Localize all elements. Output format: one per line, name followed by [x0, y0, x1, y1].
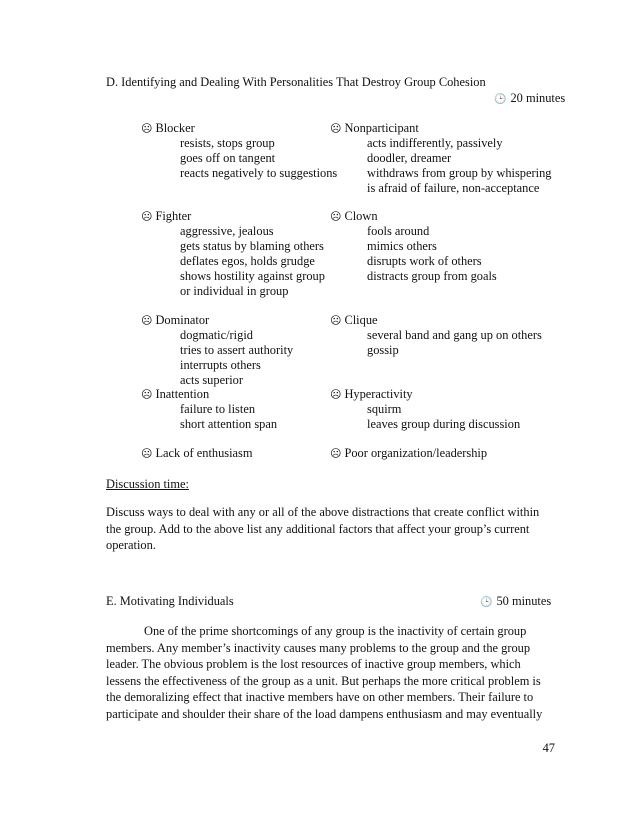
trait-item: resists, stops group	[180, 136, 275, 150]
personality-title: Hyperactivity	[344, 387, 413, 401]
personality-dominator	[141, 313, 209, 328]
trait-item: squirm	[367, 402, 402, 416]
trait-item: leaves group during discussion	[367, 417, 521, 431]
personality-title: Poor organization/leadership	[344, 446, 488, 460]
clock-icon: 🕒	[494, 94, 507, 105]
section-e-paragraph: One of the prime shortcomings of any group is the inactivity of certain group members. Any member’s inactivity causes many problems to the group and the group leader. The obvious problem is the lost resources of inactive group members, which lessens the effectiveness of the group as a unit. But perhaps the more critical problem is the demoralizing effect that inactive members have on other members. Their failure to participate and shoulder their share of the load dampens enthusiasm and may eventually	[106, 624, 543, 721]
trait-item: fools around	[367, 224, 430, 238]
frown-icon: ☹	[141, 314, 153, 327]
frown-icon: ☹	[141, 388, 153, 401]
trait-item: goes off on tangent	[180, 151, 276, 165]
frown-icon: ☹	[330, 314, 342, 327]
personality-blocker	[141, 121, 195, 136]
trait-item: aggressive, jealous	[180, 224, 274, 238]
trait-item: dogmatic/rigid	[180, 328, 253, 342]
personality-title: Inattention	[155, 387, 210, 401]
trait-item: disrupts work of others	[367, 254, 482, 268]
trait-item: shows hostility against group	[180, 269, 325, 283]
frown-icon: ☹	[330, 122, 342, 135]
personality-title: Nonparticipant	[344, 121, 419, 135]
discussion-heading: Discussion time:	[106, 477, 189, 491]
trait-item: mimics others	[367, 239, 437, 253]
trait-item: several band and gang up on others	[367, 328, 542, 342]
personality-poor-organization	[330, 446, 487, 461]
section-d-time	[494, 91, 565, 107]
personality-fighter	[141, 209, 191, 224]
trait-item: gossip	[367, 343, 399, 357]
trait-item: distracts group from goals	[367, 269, 497, 283]
trait-item: failure to listen	[180, 402, 256, 416]
frown-icon: ☹	[141, 447, 153, 460]
frown-icon: ☹	[330, 388, 342, 401]
section-d-heading: D. Identifying and Dealing With Personalities That Destroy Group Cohesion	[106, 75, 486, 89]
trait-item: acts superior	[180, 373, 243, 387]
personality-title: Fighter	[155, 209, 192, 223]
personality-clown	[330, 209, 378, 224]
trait-item: doodler, dreamer	[367, 151, 452, 165]
trait-item: acts indifferently, passively	[367, 136, 503, 150]
section-e-time	[480, 594, 551, 610]
section-d-time-text: 20 minutes	[510, 91, 566, 105]
section-e-time-text: 50 minutes	[496, 594, 552, 608]
personality-inattention	[141, 387, 209, 402]
frown-icon: ☹	[141, 122, 153, 135]
frown-icon: ☹	[330, 210, 342, 223]
personality-title: Clown	[344, 209, 378, 223]
personality-hyperactivity	[330, 387, 413, 402]
personality-title: Lack of enthusiasm	[155, 446, 253, 460]
trait-item: deflates egos, holds grudge	[180, 254, 315, 268]
trait-item: withdraws from group by whispering	[367, 166, 552, 180]
personality-clique	[330, 313, 378, 328]
trait-item: gets status by blaming others	[180, 239, 324, 253]
trait-item: interrupts others	[180, 358, 261, 372]
personality-title: Blocker	[155, 121, 195, 135]
trait-item: is afraid of failure, non-acceptance	[367, 181, 540, 195]
discussion-text: Discuss ways to deal with any or all of the above distractions that create conflict within the group. Add to the above list any additional factors that affect your group’s current operation.	[106, 505, 540, 552]
clock-icon: 🕒	[480, 597, 493, 608]
trait-item: short attention span	[180, 417, 278, 431]
frown-icon: ☹	[141, 210, 153, 223]
personality-lack-of-enthusiasm	[141, 446, 253, 461]
personality-title: Dominator	[155, 313, 210, 327]
page-number: 47	[542, 741, 555, 755]
section-e-heading: E. Motivating Individuals	[106, 594, 234, 608]
trait-item: reacts negatively to suggestions	[180, 166, 338, 180]
trait-item: tries to assert authority	[180, 343, 294, 357]
personality-nonparticipant	[330, 121, 419, 136]
trait-item: or individual in group	[180, 284, 289, 298]
frown-icon: ☹	[330, 447, 342, 460]
personality-title: Clique	[344, 313, 378, 327]
